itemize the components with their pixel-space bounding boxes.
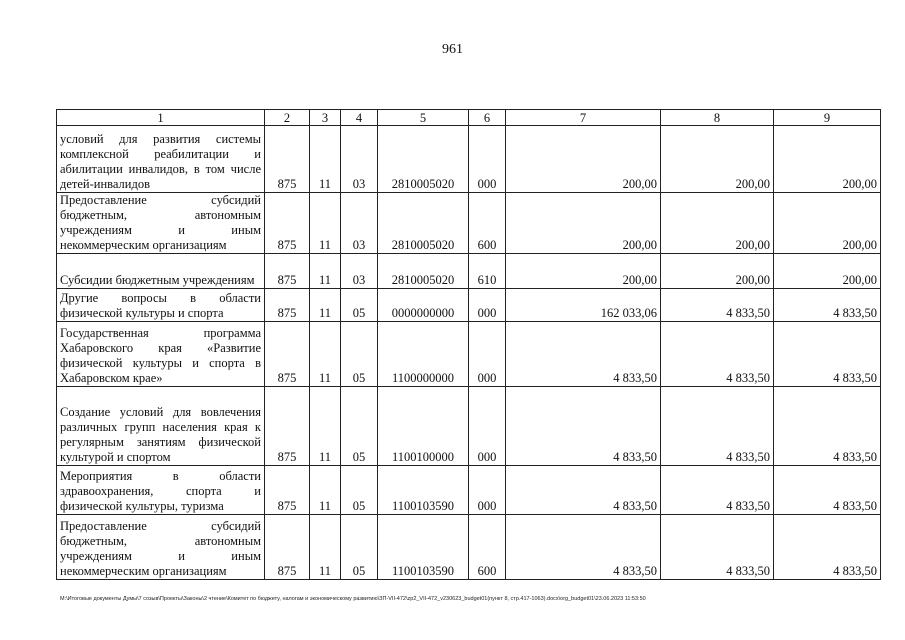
- row-name: Предоставление субсидий бюджетным, автономным учреждениям и иным некоммерческим организациям: [57, 515, 265, 580]
- cell-amount-9: 4 833,50: [774, 387, 881, 466]
- cell-subsection: 03: [341, 126, 378, 193]
- header-cell: 1: [57, 110, 265, 126]
- cell-amount-9: 4 833,50: [774, 289, 881, 322]
- row-name: Создание условий для вовлечения различных групп населения края к регулярным занятиям физической культурой и спортом: [57, 387, 265, 466]
- header-cell: 7: [506, 110, 661, 126]
- table-row: [57, 126, 881, 193]
- cell-section: 11: [310, 466, 341, 515]
- row-name: Государственная программа Хабаровского края «Развитие физической культуры и спорта в Хабаровском крае»: [57, 322, 265, 387]
- cell-amount-9: 200,00: [774, 193, 881, 254]
- cell-amount-8: 200,00: [661, 126, 774, 193]
- cell-amount-7: 200,00: [506, 193, 661, 254]
- cell-amount-8: 4 833,50: [661, 289, 774, 322]
- cell-section: 11: [310, 289, 341, 322]
- row-name: Предоставление субсидий бюджетным, автономным учреждениям и иным некоммерческим организациям: [57, 193, 265, 254]
- cell-subsection: 03: [341, 254, 378, 289]
- cell-code: 875: [265, 193, 310, 254]
- table-row: [57, 193, 881, 254]
- header-cell: 5: [378, 110, 469, 126]
- cell-subsection: 05: [341, 289, 378, 322]
- cell-amount-7: 4 833,50: [506, 387, 661, 466]
- header-cell: 2: [265, 110, 310, 126]
- cell-amount-7: 4 833,50: [506, 322, 661, 387]
- cell-expense-type: 000: [469, 387, 506, 466]
- cell-amount-8: 4 833,50: [661, 387, 774, 466]
- cell-amount-8: 4 833,50: [661, 466, 774, 515]
- cell-code: 875: [265, 322, 310, 387]
- cell-amount-8: 200,00: [661, 254, 774, 289]
- cell-expense-type: 600: [469, 515, 506, 580]
- cell-target-article: 2810005020: [378, 193, 469, 254]
- cell-code: 875: [265, 289, 310, 322]
- cell-amount-7: 200,00: [506, 254, 661, 289]
- cell-section: 11: [310, 322, 341, 387]
- header-cell: 3: [310, 110, 341, 126]
- header-cell: 6: [469, 110, 506, 126]
- cell-code: 875: [265, 126, 310, 193]
- cell-target-article: 1100100000: [378, 387, 469, 466]
- table-row: [57, 322, 881, 387]
- row-name: Субсидии бюджетным учреждениям: [57, 254, 265, 289]
- cell-code: 875: [265, 387, 310, 466]
- cell-expense-type: 000: [469, 126, 506, 193]
- cell-subsection: 05: [341, 515, 378, 580]
- cell-section: 11: [310, 254, 341, 289]
- cell-expense-type: 000: [469, 466, 506, 515]
- cell-subsection: 05: [341, 387, 378, 466]
- cell-target-article: 1100000000: [378, 322, 469, 387]
- cell-amount-7: 162 033,06: [506, 289, 661, 322]
- cell-amount-9: 4 833,50: [774, 515, 881, 580]
- row-name: Другие вопросы в области физической культуры и спорта: [57, 289, 265, 322]
- table-row: [57, 254, 881, 289]
- cell-amount-9: 200,00: [774, 126, 881, 193]
- cell-code: 875: [265, 254, 310, 289]
- cell-subsection: 05: [341, 322, 378, 387]
- cell-expense-type: 000: [469, 289, 506, 322]
- cell-target-article: 2810005020: [378, 126, 469, 193]
- cell-target-article: 2810005020: [378, 254, 469, 289]
- document-path-footer: M:\Итоговые документы Думы\7 созыв\Проекты\Законы\2 чтение\Комитет по бюджету, налогам и экономическому развитию\ЗП-VII-472\zp2_VII-472_v230623_budget01(пункт 8, стр.417-1063).docx\org_budget01\23.06.2023 11:53:50: [60, 596, 646, 602]
- cell-amount-8: 4 833,50: [661, 515, 774, 580]
- cell-section: 11: [310, 387, 341, 466]
- header-cell: 8: [661, 110, 774, 126]
- cell-amount-8: 200,00: [661, 193, 774, 254]
- header-cell: 9: [774, 110, 881, 126]
- cell-target-article: 0000000000: [378, 289, 469, 322]
- table-row: [57, 387, 881, 466]
- cell-amount-9: 200,00: [774, 254, 881, 289]
- cell-section: 11: [310, 193, 341, 254]
- header-row: [57, 110, 881, 126]
- cell-section: 11: [310, 126, 341, 193]
- cell-expense-type: 000: [469, 322, 506, 387]
- cell-amount-8: 4 833,50: [661, 322, 774, 387]
- budget-table: [56, 109, 881, 580]
- row-name: Мероприятия в области здравоохранения, спорта и физической культуры, туризма: [57, 466, 265, 515]
- table-row: [57, 515, 881, 580]
- cell-target-article: 1100103590: [378, 466, 469, 515]
- table-row: [57, 466, 881, 515]
- cell-amount-7: 4 833,50: [506, 515, 661, 580]
- cell-section: 11: [310, 515, 341, 580]
- cell-amount-7: 4 833,50: [506, 466, 661, 515]
- cell-amount-9: 4 833,50: [774, 466, 881, 515]
- cell-expense-type: 610: [469, 254, 506, 289]
- page-number: 961: [442, 42, 463, 57]
- row-name: условий для развития системы комплексной реабилитации и абилитации инвалидов, в том числе детей-инвалидов: [57, 126, 265, 193]
- header-cell: 4: [341, 110, 378, 126]
- cell-amount-7: 200,00: [506, 126, 661, 193]
- table-row: [57, 289, 881, 322]
- cell-expense-type: 600: [469, 193, 506, 254]
- cell-code: 875: [265, 466, 310, 515]
- cell-code: 875: [265, 515, 310, 580]
- cell-subsection: 03: [341, 193, 378, 254]
- cell-amount-9: 4 833,50: [774, 322, 881, 387]
- cell-target-article: 1100103590: [378, 515, 469, 580]
- cell-subsection: 05: [341, 466, 378, 515]
